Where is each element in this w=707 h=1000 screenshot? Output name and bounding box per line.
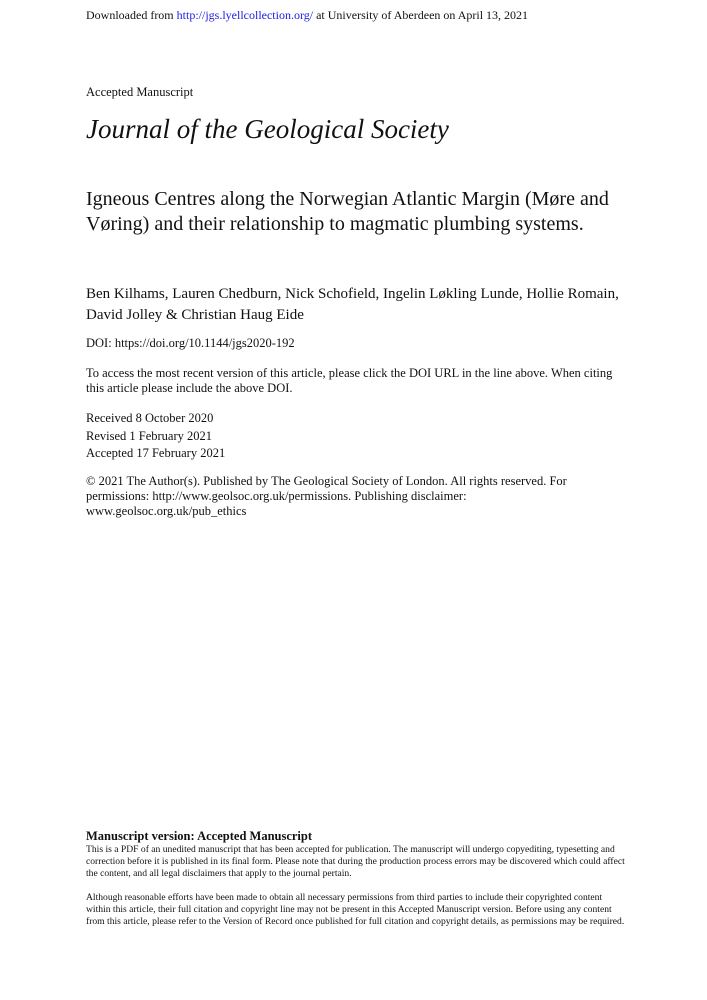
- footer-paragraph-permissions: Although reasonable efforts have been made to obtain all necessary permissions from third parties to include their copyrighted content within this article, their full citation and copyright line may not be present in this Accepted Manuscript version. Before using any content from this article, please refer to the Version of Record once published for full citation and copyright details, as permissions may be required.: [86, 892, 625, 927]
- access-note: To access the most recent version of this article, please click the DOI URL in the line above. When citing this article please include the above DOI.: [86, 366, 613, 395]
- manuscript-version-footer: [86, 829, 626, 928]
- received-date: Received 8 October 2020: [86, 411, 214, 425]
- footer-heading: Manuscript version: Accepted Manuscript: [86, 829, 313, 843]
- download-source-link[interactable]: http://jgs.lyellcollection.org/: [176, 8, 314, 22]
- article-title: Igneous Centres along the Norwegian Atlantic Margin (Møre and Vøring) and their relationship to magmatic plumbing systems.: [86, 188, 609, 235]
- article-dates: [86, 410, 225, 463]
- download-notice: [86, 8, 528, 22]
- revised-date: Revised 1 February 2021: [86, 428, 213, 443]
- footer-paragraph-unedited: This is a PDF of an unedited manuscript that has been accepted for publication. The manuscript will undergo copyediting, typesetting and correction before it is published in its final form. Please note that during the production process errors may be discovered which could affect the content, and all legal disclaimers that apply to the journal pertain.: [86, 844, 625, 879]
- manuscript-label: Accepted Manuscript: [86, 85, 194, 99]
- author-list: Ben Kilhams, Lauren Chedburn, Nick Schofield, Ingelin Løkling Lunde, Hollie Romain, David Jolley & Christian Haug Eide: [86, 286, 619, 323]
- journal-title: Journal of the Geological Society: [86, 114, 449, 144]
- download-suffix: at University of Aberdeen on April 13, 2021: [313, 8, 529, 22]
- accepted-date: Accepted 17 February 2021: [86, 446, 226, 460]
- download-prefix: Downloaded from: [86, 8, 177, 22]
- doi-line: DOI: https://doi.org/10.1144/jgs2020-192: [86, 336, 295, 350]
- copyright-notice: © 2021 The Author(s). Published by The Geological Society of London. All rights reserved. For permissions: http://www.geolsoc.org.uk/permissions. Publishing disclaimer: www.geolsoc.org.uk/pub_ethics: [86, 474, 567, 518]
